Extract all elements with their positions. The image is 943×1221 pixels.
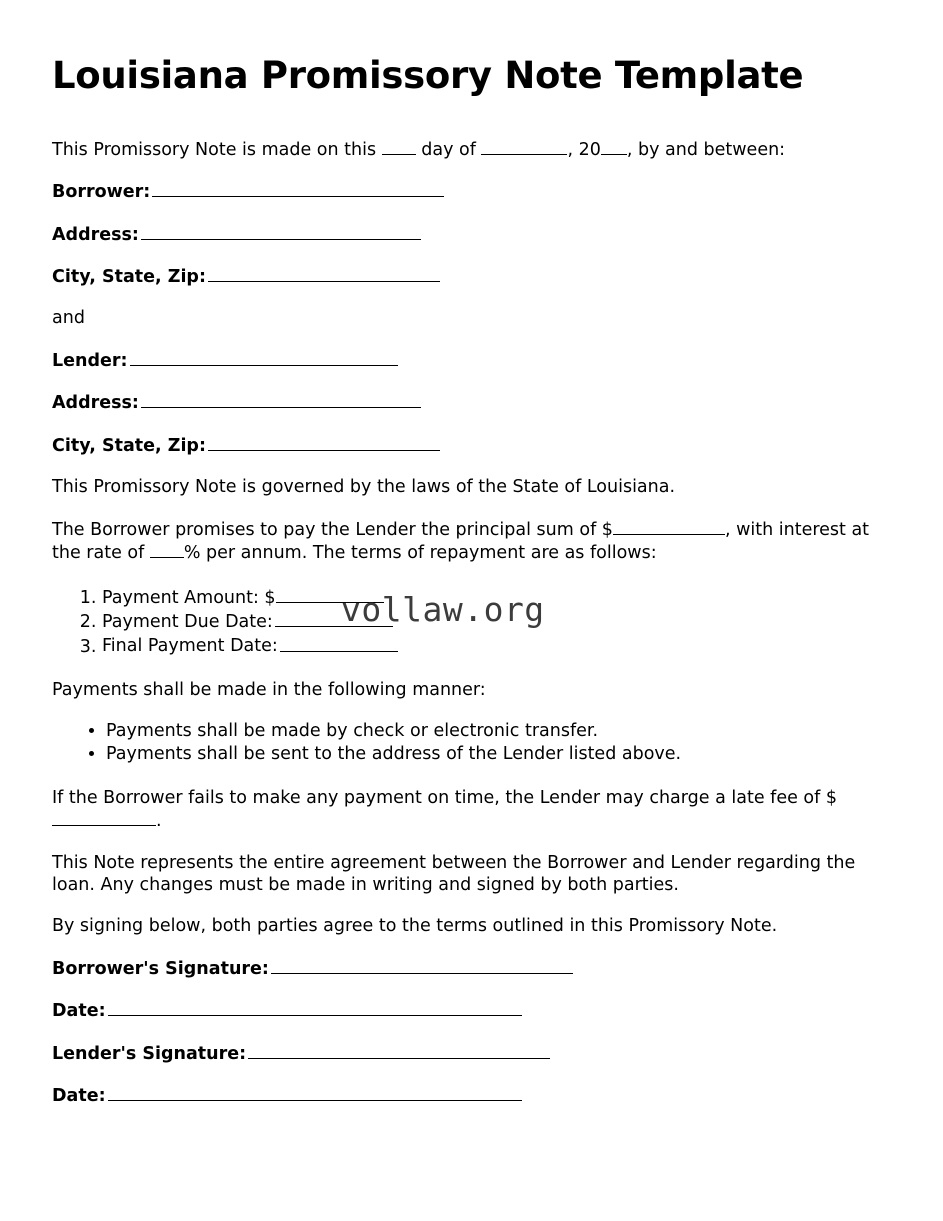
lender-address-blank[interactable] xyxy=(141,391,421,408)
conjunction-and: and xyxy=(52,308,85,329)
payment-due-date-label: Payment Due Date: xyxy=(102,612,273,633)
payment-amount-label: Payment Amount: $ xyxy=(102,587,276,608)
intro-text-after-month: , 20 xyxy=(567,139,601,160)
lender-address-field xyxy=(52,391,885,414)
late-fee-amount-blank[interactable] xyxy=(52,809,156,826)
payment-due-date-blank[interactable] xyxy=(275,610,393,627)
borrower-address-blank[interactable] xyxy=(141,223,421,240)
list-item xyxy=(102,610,885,634)
lender-signature-blank[interactable] xyxy=(248,1042,550,1059)
lender-date-field xyxy=(52,1084,885,1107)
list-item: • Payments shall be sent to the address of the Lender listed above. xyxy=(106,743,885,766)
borrower-date-blank[interactable] xyxy=(108,999,522,1016)
list-item: • Payments shall be made by check or electronic transfer. xyxy=(106,720,885,743)
borrower-signature-blank[interactable] xyxy=(271,957,573,974)
late-fee-text-after-amount: . xyxy=(156,811,162,832)
lender-date-blank[interactable] xyxy=(108,1084,522,1101)
borrower-date-field xyxy=(52,999,885,1022)
borrower-signature-field xyxy=(52,957,885,980)
list-item xyxy=(102,634,885,658)
page-title: Louisiana Promissory Note Template xyxy=(52,54,804,97)
borrower-address-label: Address: xyxy=(52,224,139,245)
payment-amount-blank[interactable] xyxy=(276,586,384,603)
borrower-name-field xyxy=(52,180,885,203)
final-payment-date-label: Final Payment Date: xyxy=(102,636,278,657)
lender-city-state-zip-field xyxy=(52,434,885,457)
late-fee-paragraph xyxy=(52,787,885,833)
repayment-terms-list xyxy=(52,586,885,659)
day-blank[interactable] xyxy=(382,138,416,155)
final-payment-date-blank[interactable] xyxy=(280,634,398,651)
principal-text-after-amount: , with interest at the rate of xyxy=(52,519,870,564)
principal-text-before-amount: The Borrower promises to pay the Lender the principal sum of $ xyxy=(52,519,613,540)
payments-manner-heading: Payments shall be made in the following manner: xyxy=(52,679,486,700)
lender-date-label: Date: xyxy=(52,1086,106,1107)
borrower-address-field xyxy=(52,223,885,246)
lender-address-label: Address: xyxy=(52,393,139,414)
principal-amount-blank[interactable] xyxy=(613,518,725,535)
lender-city-state-zip-blank[interactable] xyxy=(208,434,440,451)
lender-signature-label: Lender's Signature: xyxy=(52,1043,247,1064)
principal-sum-paragraph xyxy=(52,518,885,565)
entire-agreement-paragraph: This Note represents the entire agreement between the Borrower and Lender regarding the loan. Any changes must be made in writing and signed by both parties. xyxy=(52,852,856,895)
site-watermark: vollaw.org xyxy=(341,590,545,629)
intro-text-before-day: This Promissory Note is made on this xyxy=(52,139,377,160)
lender-signature-field xyxy=(52,1042,885,1065)
intro-text-after-day: day of xyxy=(421,139,476,160)
borrower-date-label: Date: xyxy=(52,1001,106,1022)
interest-rate-blank[interactable] xyxy=(150,541,184,558)
borrower-signature-label: Borrower's Signature: xyxy=(52,958,269,979)
month-blank[interactable] xyxy=(481,138,567,155)
intro-text-after-year: , by and between: xyxy=(626,139,786,160)
borrower-city-state-zip-field xyxy=(52,265,885,288)
borrower-city-state-zip-label: City, State, Zip: xyxy=(52,267,206,288)
intro-paragraph xyxy=(52,138,885,161)
governing-law-paragraph: This Promissory Note is governed by the laws of the State of Louisiana. xyxy=(52,477,676,498)
lender-name-label: Lender: xyxy=(52,350,128,371)
list-item xyxy=(102,586,885,610)
signing-statement-paragraph: By signing below, both parties agree to the terms outlined in this Promissory Note. xyxy=(52,916,778,937)
borrower-name-blank[interactable] xyxy=(152,180,444,197)
borrower-city-state-zip-blank[interactable] xyxy=(208,265,440,282)
late-fee-text-before-amount: If the Borrower fails to make any payment on time, the Lender may charge a late fee of $ xyxy=(52,787,837,808)
lender-name-blank[interactable] xyxy=(130,349,398,366)
borrower-name-label: Borrower: xyxy=(52,182,151,203)
lender-name-field xyxy=(52,349,885,372)
payments-bullet-list xyxy=(52,720,885,767)
year-blank[interactable] xyxy=(601,138,627,155)
principal-text-after-rate: % per annum. The terms of repayment are as follows: xyxy=(183,543,657,564)
lender-city-state-zip-label: City, State, Zip: xyxy=(52,435,206,456)
